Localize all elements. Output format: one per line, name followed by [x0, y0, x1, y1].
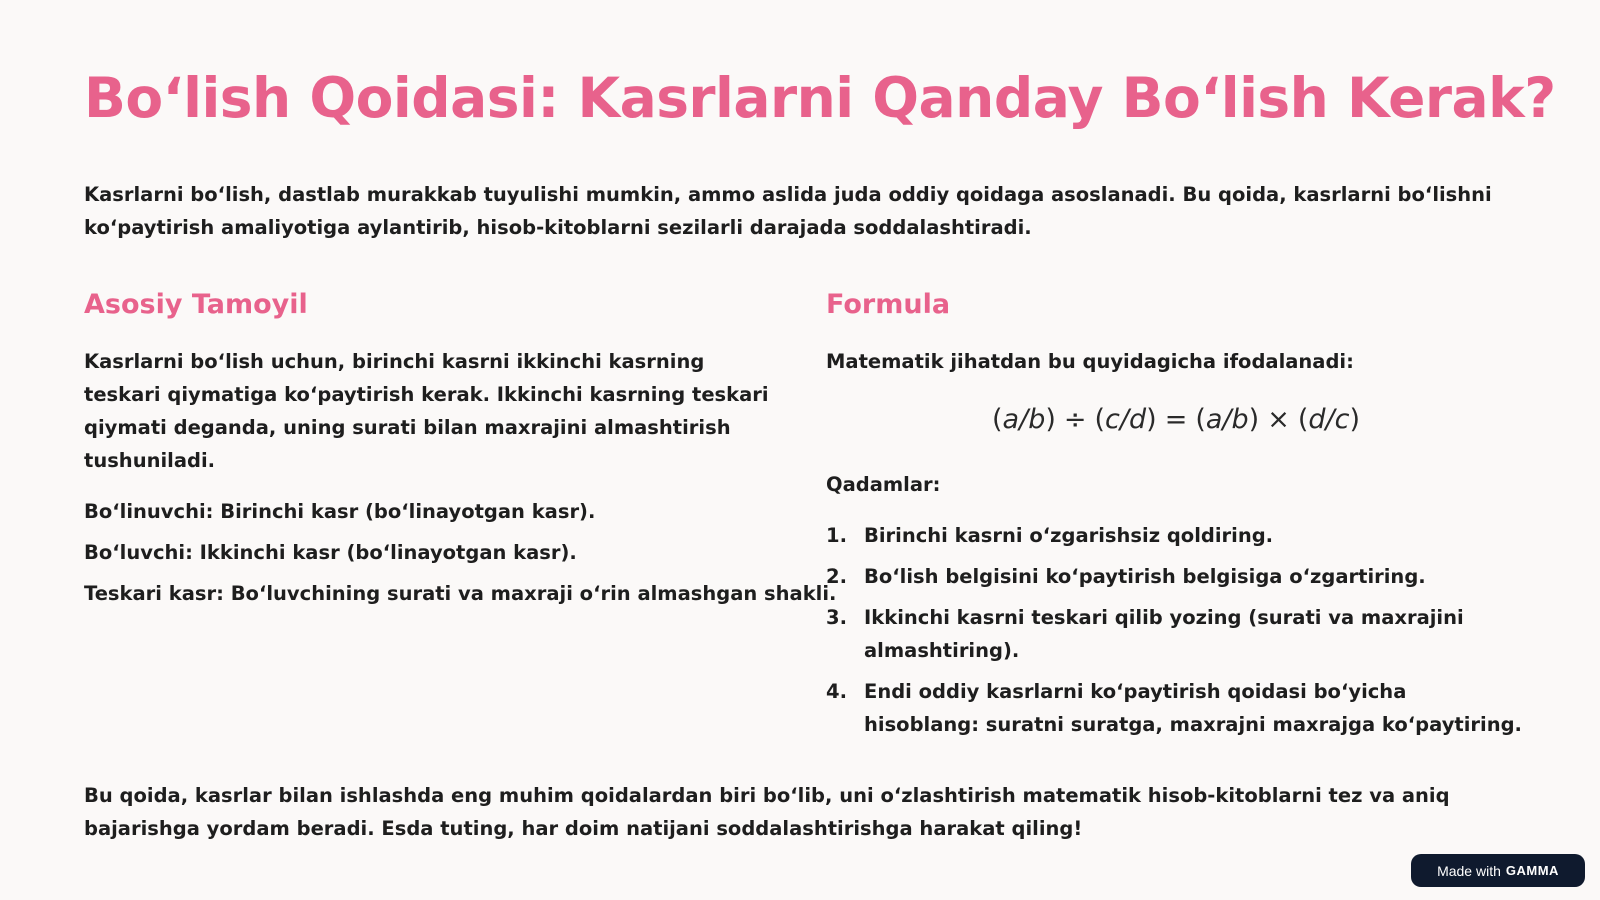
made-with-gamma-badge[interactable] — [1411, 854, 1585, 887]
divide-sign: ÷ — [1063, 404, 1087, 435]
step-text: Birinchi kasrni o‘zgarishsiz qoldiring. — [864, 524, 1274, 547]
equals-sign: = — [1164, 404, 1188, 435]
times-sign: × — [1267, 404, 1290, 435]
formula-term-d-over-c: (d/c) — [1297, 404, 1360, 435]
intro-paragraph: Kasrlarni bo‘lish, dastlab murakkab tuyulishi mumkin, ammo aslida juda oddiy qoidaga asoslanadi. Bu qoida, kasrlarni bo‘lishni ko‘paytirish amaliyotiga aylantirib, hisob-kitoblarni sezilarli darajada soddalashtiradi. — [84, 183, 1492, 239]
definition-reciprocal: Teskari kasr: Bo‘luvchining surati va maxraji o‘rin almashgan shakli. — [84, 582, 837, 605]
formula-term-a-over-b-result: (a/b) — [1195, 404, 1260, 435]
list-item — [826, 601, 1526, 667]
formula-lead: Matematik jihatdan bu quyidagicha ifodalanadi: — [826, 350, 1354, 373]
principle-section — [84, 285, 837, 618]
badge-prefix: Made with — [1437, 862, 1501, 879]
step-number: 3. — [826, 606, 847, 629]
definition-dividend: Bo‘linuvchi: Birinchi kasr (bo‘linayotgan kasr). — [84, 500, 596, 523]
gamma-logo: GAMMA — [1505, 863, 1559, 878]
step-number: 1. — [826, 524, 847, 547]
formula-section — [826, 285, 1526, 749]
principle-heading: Asosiy Tamoyil — [84, 289, 308, 320]
step-text: Endi oddiy kasrlarni ko‘paytirish qoidasi bo‘yicha hisoblang: suratni suratga, maxrajni maxrajga ko‘paytiring. — [864, 680, 1522, 736]
steps-label: Qadamlar: — [826, 473, 941, 496]
formula-term-c-over-d: (c/d) — [1094, 404, 1157, 435]
step-number: 2. — [826, 565, 847, 588]
division-formula — [826, 400, 1526, 440]
step-text: Ikkinchi kasrni teskari qilib yozing (surati va maxrajini almashtiring). — [864, 606, 1464, 662]
formula-term-a-over-b: (a/b) — [992, 404, 1056, 435]
step-number: 4. — [826, 680, 847, 703]
list-item — [826, 675, 1526, 741]
steps-list — [826, 519, 1526, 741]
list-item — [826, 560, 1526, 593]
page-title: Bo‘lish Qoidasi: Kasrlarni Qanday Bo‘lish Kerak? — [84, 66, 1556, 130]
step-text: Bo‘lish belgisini ko‘paytirish belgisiga o‘zgartiring. — [864, 565, 1426, 588]
formula-heading: Formula — [826, 289, 951, 320]
definition-divisor: Bo‘luvchi: Ikkinchi kasr (bo‘linayotgan kasr). — [84, 541, 577, 564]
definitions-list — [84, 495, 837, 610]
principle-paragraph: Kasrlarni bo‘lish uchun, birinchi kasrni ikkinchi kasrning teskari qiymatiga ko‘paytirish kerak. Ikkinchi kasrning teskari qiymati deganda, uning surati bilan maxrajini almashtirish tushuniladi. — [84, 350, 769, 472]
closing-paragraph: Bu qoida, kasrlar bilan ishlashda eng muhim qoidalardan biri bo‘lib, uni o‘zlashtirish matematik hisob-kitoblarni tez va aniq bajarishga yordam beradi. Esda tuting, har doim natijani soddalashtirishga harakat qiling! — [84, 784, 1450, 840]
list-item — [826, 519, 1526, 552]
